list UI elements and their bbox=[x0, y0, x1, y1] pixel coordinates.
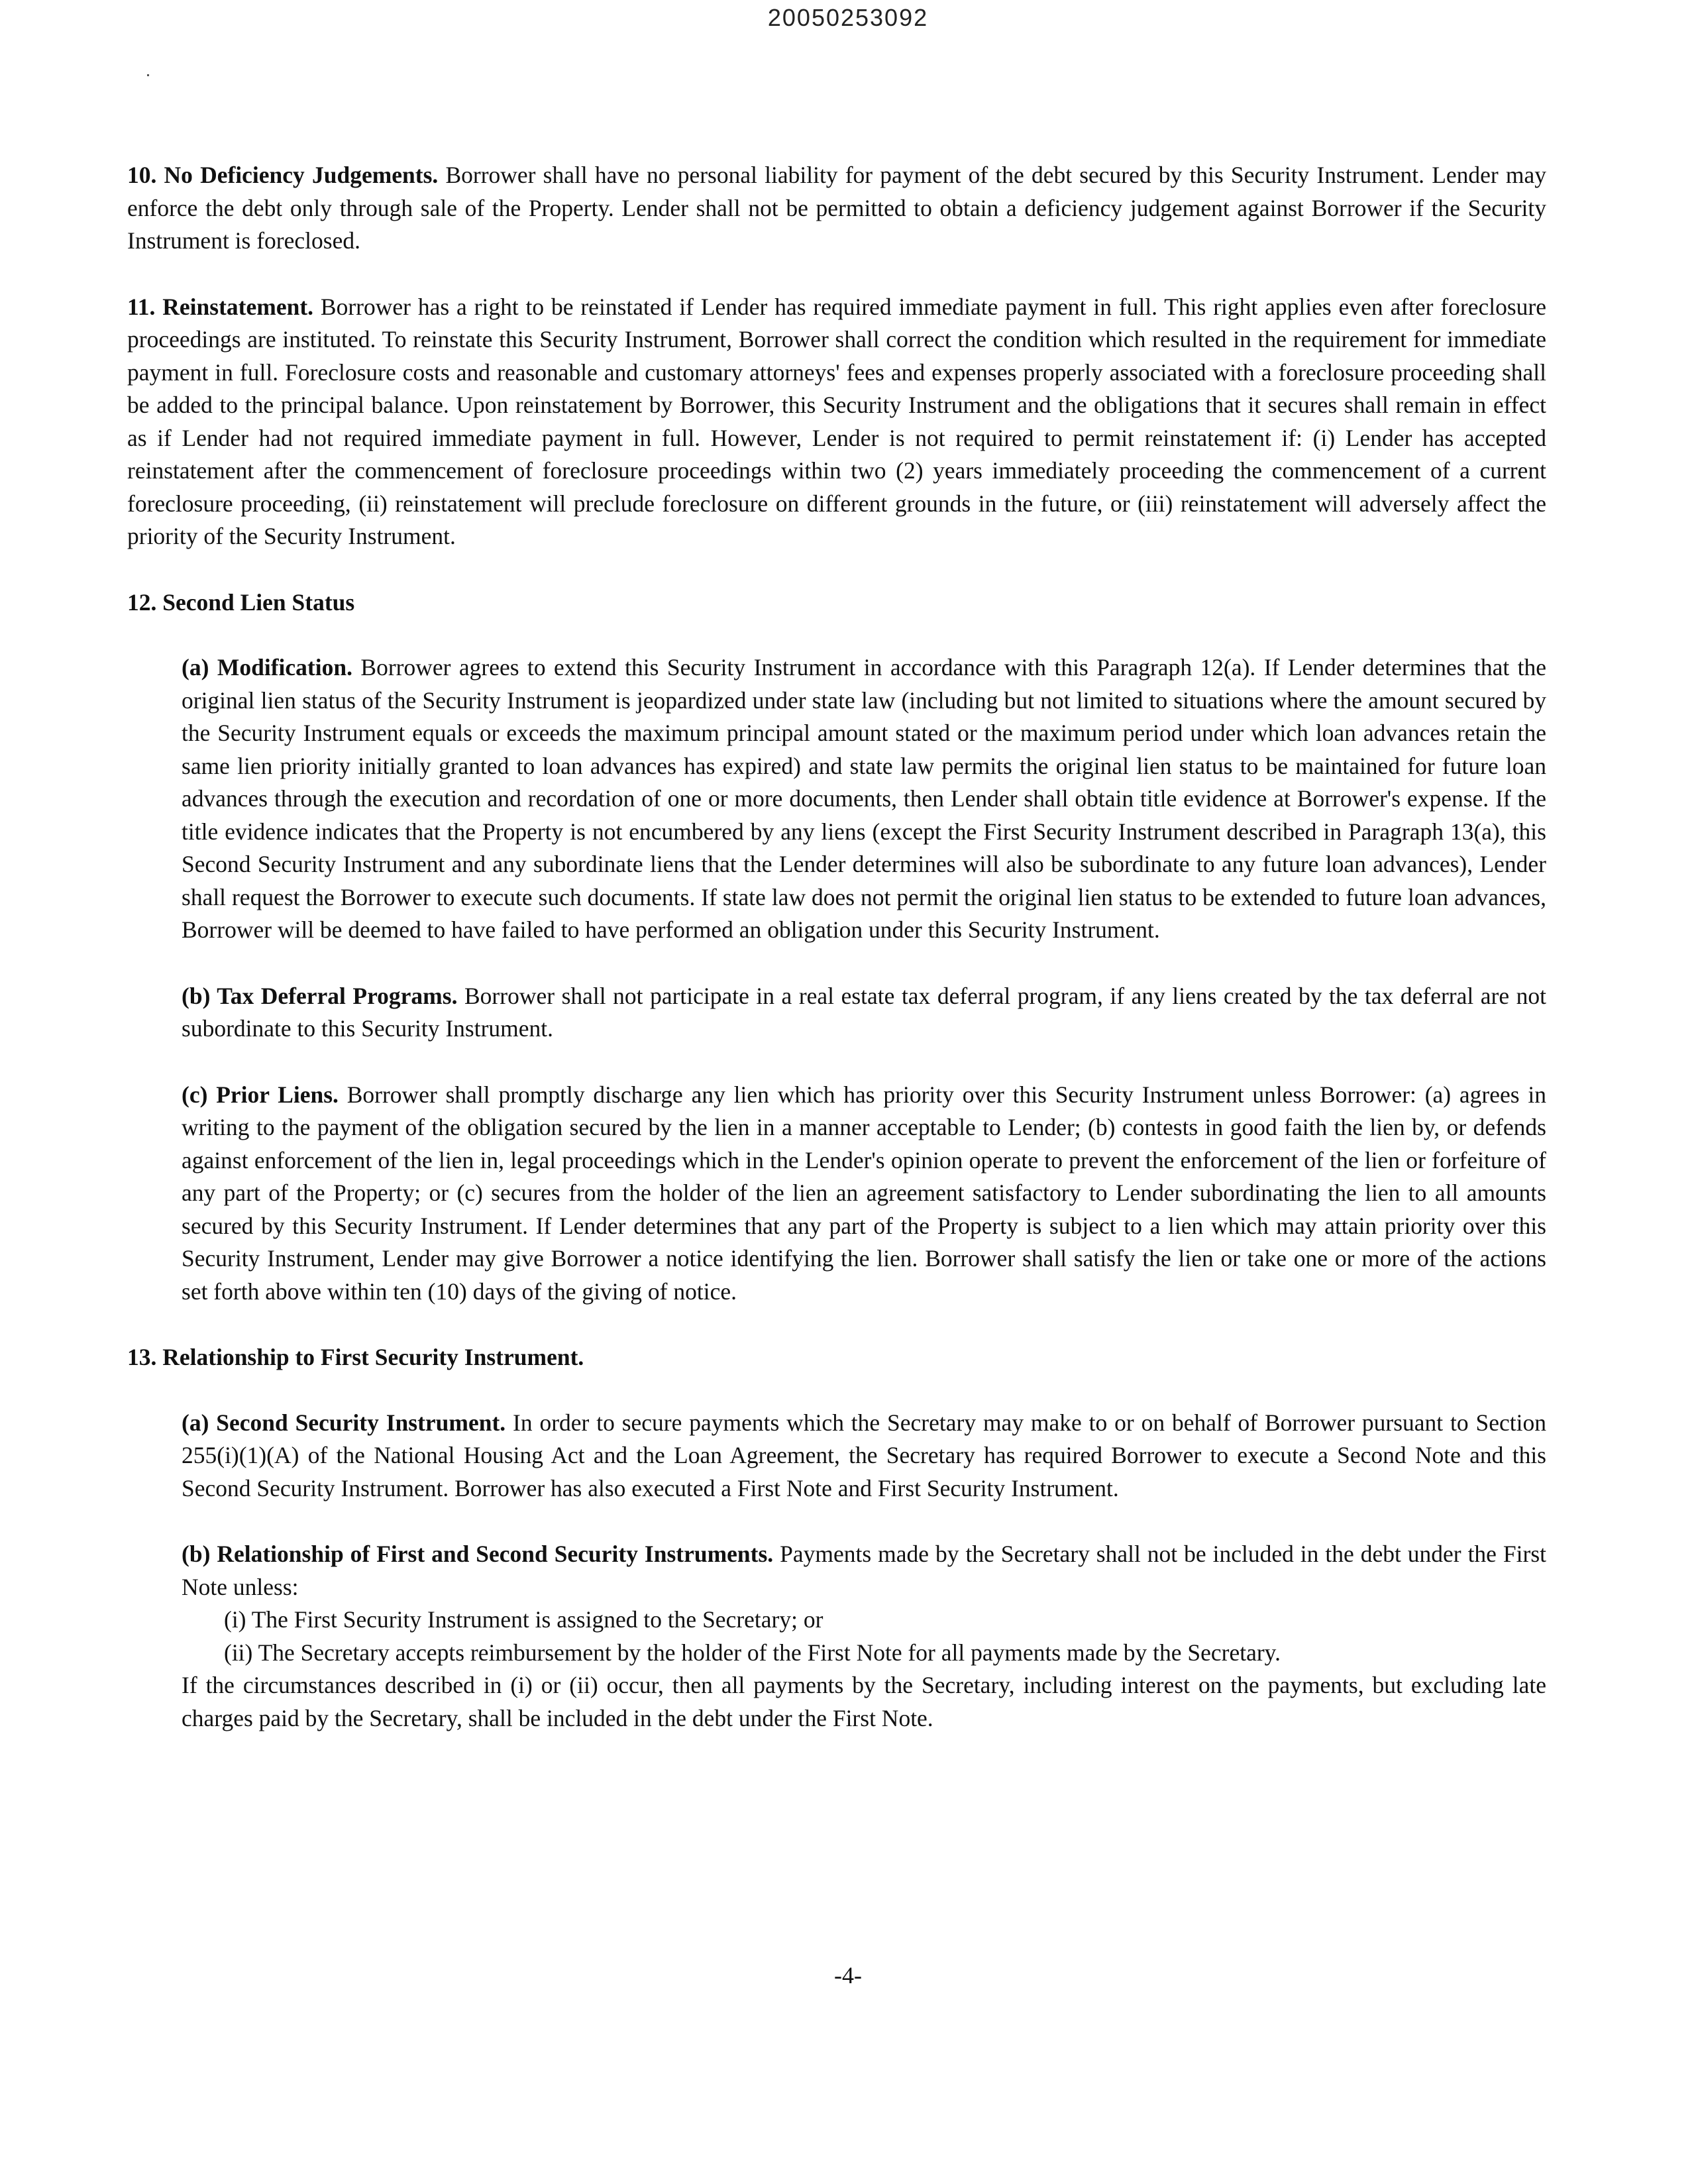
list-item-i: (i) The First Security Instrument is assigned to the Secretary; or bbox=[224, 1606, 823, 1633]
paragraph-12b-text: Borrower shall not participate in a real estate tax deferral program, if any liens created by the tax deferral are not subordinate to this Security Instrument. bbox=[182, 982, 1546, 1042]
document-number: 20050253092 bbox=[767, 4, 929, 31]
paragraph-10 bbox=[127, 159, 1546, 258]
paragraph-12c-title: (c) Prior Liens. bbox=[182, 1081, 339, 1108]
paragraph-13b-text: Payments made by the Secretary shall not be included in the debt under the First Note unless: bbox=[182, 1541, 1547, 1600]
section-12-heading: 12. Second Lien Status bbox=[127, 588, 355, 616]
page-number: -4- bbox=[834, 1962, 862, 1989]
document-body bbox=[127, 159, 1546, 1735]
paragraph-11-text: Borrower has a right to be reinstated if Lender has required immediate payment in full. This right applies even after foreclosure proceedings are instituted. To reinstate this Security Instrument, Borrower shall correct the condition which resulted in the requirement for immediate payment in full. Foreclosure costs and reasonable and customary attorneys' fees and expenses properly associated with a foreclosure proceeding shall be added to the principal balance. Upon reinstatement by Borrower, this Security Instrument and the obligations that it secures shall remain in effect as if Lender had not required immediate payment in full. However, Lender is not required to permit reinstatement if: (i) Lender has accepted reinstatement after the commencement of foreclosure proceedings within two (2) years immediately proceeding the commencement of a current foreclosure proceeding, (ii) reinstatement will preclude foreclosure on different grounds in the future, or (iii) reinstatement will adversely affect the priority of the Security Instrument. bbox=[127, 293, 1546, 549]
paragraph-12b bbox=[182, 980, 1546, 1046]
paragraph-10-text: Borrower shall have no personal liability for payment of the debt secured by this Security Instrument. Lender may enforce the debt only through sale of the Property. Lender shall not be permitted to obtain a deficiency judgement against Borrower if the Security Instrument is foreclosed. bbox=[127, 162, 1547, 254]
paragraph-13a-title: (a) Second Security Instrument. bbox=[182, 1409, 506, 1436]
paragraph-13b-title: (b) Relationship of First and Second Security Instruments. bbox=[182, 1541, 774, 1567]
paragraph-11 bbox=[127, 291, 1546, 553]
paragraph-12b-title: (b) Tax Deferral Programs. bbox=[182, 982, 458, 1009]
paragraph-13b bbox=[182, 1538, 1546, 1669]
paragraph-13b-tail: If the circumstances described in (i) or (ii) occur, then all payments by the Secretary, including interest on the payments, but excluding late charges paid by the Secretary, shall be included in the debt under the First Note. bbox=[182, 1672, 1546, 1731]
scan-speck bbox=[147, 74, 149, 76]
paragraph-13a bbox=[182, 1407, 1546, 1505]
paragraph-13a-text: In order to secure payments which the Secretary may make to or on behalf of Borrower pursuant to Section 255(i)(1)(A) of the National Housing Act and the Loan Agreement, the Secretary has required Borrower to execute a Second Note and this Second Security Instrument. Borrower has also executed a First Note and First Security Instrument. bbox=[182, 1409, 1546, 1502]
paragraph-12c-text: Borrower shall promptly discharge any lien which has priority over this Security Instrument unless Borrower: (a) agrees in writing to the payment of the obligation secured by the lien in a manner acceptable to Lender; (b) contests in good faith the lien by, or defends against enforcement of the lien in, legal proceedings which in the Lender's opinion operate to prevent the enforcement of the lien or forfeiture of any part of the Property; or (c) secures from the holder of the lien an agreement satisfactory to Lender subordinating the lien to all amounts secured by this Security Instrument. If Lender determines that any part of the Property is subject to a lien which may attain priority over this Security Instrument, Lender may give Borrower a notice identifying the lien. Borrower shall satisfy the lien or take one or more of the actions set forth above within ten (10) days of the giving of notice. bbox=[182, 1081, 1546, 1305]
paragraph-12a bbox=[182, 651, 1546, 947]
section-13-heading: 13. Relationship to First Security Instrument. bbox=[127, 1344, 584, 1370]
paragraph-12a-title: (a) Modification. bbox=[182, 654, 352, 681]
paragraph-12a-text: Borrower agrees to extend this Security Instrument in accordance with this Paragraph 12(a). If Lender determines that the original lien status of the Security Instrument is jeopardized under state law (including but not limited to situations where the amount secured by the Security Instrument equals or exceeds the maximum principal amount stated or the maximum period under which loan advances retain the same lien priority initially granted to loan advances has expired) and state law permits the original lien status to be maintained for future loan advances through the execution and recordation of one or more documents, then Lender shall obtain title evidence at Borrower's expense. If the title evidence indicates that the Property is not encumbered by any liens (except the First Security Instrument described in Paragraph 13(a), this Second Security Instrument and any subordinate liens that the Lender determines will also be subordinate to any future loan advances), Lender shall request the Borrower to execute such documents. If state law does not permit the original lien status to be extended to future loan advances, Borrower will be deemed to have failed to have performed an obligation under this Security Instrument. bbox=[182, 654, 1547, 943]
paragraph-11-title: 11. Reinstatement. bbox=[127, 293, 314, 320]
paragraph-12c bbox=[182, 1079, 1546, 1309]
paragraph-10-title: 10. No Deficiency Judgements. bbox=[127, 162, 439, 188]
list-item-ii: (ii) The Secretary accepts reimbursement by the holder of the First Note for all payments made by the Secretary. bbox=[224, 1639, 1281, 1666]
